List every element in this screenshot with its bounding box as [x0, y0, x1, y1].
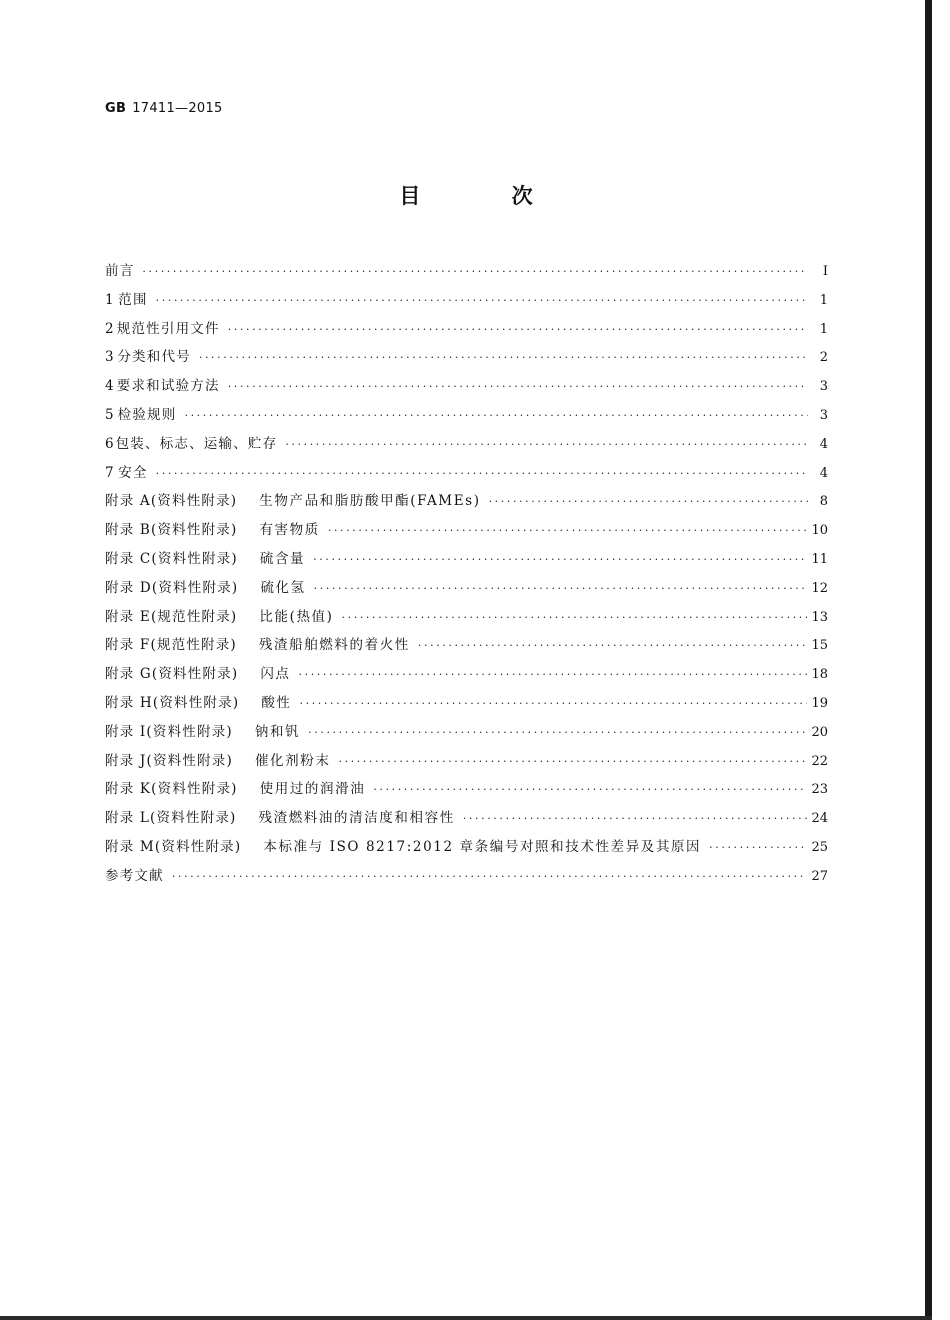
toc-entry[interactable]	[105, 631, 828, 660]
toc-entry[interactable]	[105, 574, 828, 603]
toc-entry-label: 附录 H(资料性附录)	[105, 694, 240, 711]
toc-entry[interactable]	[105, 343, 828, 372]
toc-dot-leader	[156, 460, 808, 489]
toc-entry-label: 附录 G(资料性附录)	[105, 666, 239, 683]
toc-entry[interactable]	[105, 257, 828, 286]
toc-entry-description: 催化剂粉末	[254, 752, 331, 769]
toc-dot-leader	[709, 834, 807, 863]
toc-page-number: 4	[819, 465, 828, 481]
toc-entry[interactable]	[105, 401, 828, 430]
toc-entry-label: 附录 J(资料性附录)	[105, 752, 233, 769]
toc-entry-label: 附录 B(资料性附录)	[105, 522, 238, 539]
toc-entry-label: 规范性引用文件	[116, 320, 220, 337]
toc-page-number: 27	[811, 868, 828, 884]
toc-dot-leader	[285, 431, 808, 460]
toc-entry-description: 比能(热值)	[259, 608, 334, 625]
toc-entry-description: 残渣船舶燃料的着火性	[258, 637, 410, 654]
toc-page-number: 19	[811, 695, 828, 711]
standard-prefix: GB	[105, 101, 127, 116]
toc-entry[interactable]	[105, 689, 828, 718]
toc-page-number: 20	[811, 724, 828, 740]
toc-page-number: 3	[819, 407, 828, 423]
toc-entry[interactable]	[105, 603, 828, 632]
toc-entry[interactable]	[105, 315, 828, 344]
toc-page-number: 1	[819, 292, 828, 308]
toc-entry-label: 附录 I(资料性附录)	[105, 723, 233, 740]
toc-dot-leader	[199, 344, 808, 373]
toc-dot-leader	[300, 690, 808, 719]
table-of-contents	[105, 257, 828, 891]
toc-entry[interactable]	[105, 545, 828, 574]
toc-entry-description: 硫含量	[259, 550, 306, 567]
toc-entry[interactable]	[105, 516, 828, 545]
toc-title: 目 次	[399, 184, 575, 208]
toc-entry[interactable]	[105, 747, 828, 776]
toc-dot-leader	[313, 546, 807, 575]
toc-page-number: 2	[819, 350, 828, 366]
toc-entry-description: 残渣燃料油的清洁度和相容性	[258, 810, 455, 827]
toc-dot-leader	[489, 488, 808, 517]
toc-entry[interactable]	[105, 718, 828, 747]
toc-dot-leader	[184, 402, 808, 431]
toc-entry-number: 3	[105, 349, 114, 366]
toc-entry-label: 前言	[105, 263, 135, 279]
toc-entry-description: 使用过的润滑油	[259, 781, 366, 798]
toc-entry-description: 本标准与 ISO 8217:2012 章条编号对照和技术性差异及其原因	[263, 838, 702, 855]
toc-entry-label: 范围	[118, 291, 148, 308]
toc-entry-number: 5	[105, 406, 114, 423]
toc-entry-description: 硫化氢	[260, 579, 306, 596]
toc-entry-number: 7	[105, 464, 114, 481]
toc-dot-leader	[142, 258, 808, 287]
toc-dot-leader	[338, 748, 807, 777]
toc-dot-leader	[299, 661, 808, 690]
toc-entry-label: 附录 D(资料性附录)	[105, 579, 239, 596]
toc-entry-number: 4	[105, 378, 114, 395]
standard-number: 17411—2015	[132, 101, 223, 116]
toc-entry[interactable]	[105, 459, 828, 488]
toc-entry[interactable]	[105, 833, 828, 862]
toc-dot-leader	[156, 287, 808, 316]
toc-entry-label: 附录 M(资料性附录)	[105, 838, 242, 855]
toc-entry-description: 钠和钒	[254, 723, 301, 740]
toc-entry-label: 附录 C(资料性附录)	[105, 550, 238, 567]
toc-page-number: 23	[811, 782, 828, 798]
toc-dot-leader	[228, 316, 808, 345]
toc-entry[interactable]	[105, 487, 828, 516]
toc-page-number: 25	[811, 839, 828, 855]
page-edge-shadow-bottom	[0, 1316, 932, 1320]
toc-page-number: 10	[811, 523, 828, 539]
toc-page-number: 4	[819, 436, 828, 452]
toc-entry[interactable]	[105, 862, 828, 891]
toc-page-number: 3	[819, 379, 828, 395]
toc-entry-label: 附录 A(资料性附录)	[105, 493, 238, 510]
toc-entry[interactable]	[105, 775, 828, 804]
toc-page-number: Ⅰ	[822, 264, 828, 279]
toc-entry-description: 酸性	[261, 694, 292, 711]
toc-dot-leader	[373, 776, 807, 805]
toc-page-number: 1	[819, 321, 828, 337]
toc-page-number: 13	[811, 609, 828, 625]
toc-page-number: 12	[811, 580, 828, 596]
toc-entry-number: 1	[105, 291, 114, 308]
toc-page-number: 24	[811, 811, 828, 827]
toc-dot-leader	[328, 517, 808, 546]
toc-entry-description: 生物产品和脂肪酸甲酯(FAMEs)	[259, 493, 481, 510]
toc-entry-number: 6	[105, 435, 114, 452]
toc-entry-description: 闪点	[260, 666, 291, 683]
toc-page-number: 18	[811, 667, 828, 683]
toc-entry-label: 附录 L(资料性附录)	[105, 810, 237, 827]
toc-dot-leader	[228, 373, 808, 402]
toc-entry-label: 附录 E(规范性附录)	[105, 608, 238, 625]
toc-dot-leader	[463, 805, 808, 834]
toc-entry[interactable]	[105, 286, 828, 315]
toc-entry-label: 检验规则	[117, 406, 177, 423]
toc-entry-label: 包装、标志、运输、贮存	[115, 435, 278, 452]
toc-entry-label: 参考文献	[105, 867, 164, 884]
toc-dot-leader	[308, 719, 807, 748]
toc-entry[interactable]	[105, 430, 828, 459]
toc-dot-leader	[342, 604, 808, 633]
toc-entry-label: 分类和代号	[117, 349, 191, 366]
standard-code	[105, 101, 223, 116]
toc-entry-label: 安全	[118, 464, 148, 481]
toc-entry[interactable]	[105, 372, 828, 401]
toc-entry-label: 附录 F(规范性附录)	[105, 637, 237, 654]
toc-page-number: 11	[811, 551, 828, 567]
toc-entry-number: 2	[105, 320, 114, 337]
toc-dot-leader	[418, 632, 808, 661]
toc-page-number: 22	[811, 753, 828, 769]
toc-entry[interactable]	[105, 804, 828, 833]
toc-entry-description: 有害物质	[259, 522, 320, 539]
toc-entry-label: 要求和试验方法	[116, 378, 220, 395]
toc-page-number: 8	[819, 494, 828, 510]
toc-dot-leader	[314, 575, 808, 604]
toc-dot-leader	[172, 863, 808, 892]
toc-entry[interactable]	[105, 660, 828, 689]
toc-entry-label: 附录 K(资料性附录)	[105, 781, 238, 798]
toc-page-number: 15	[811, 638, 828, 654]
